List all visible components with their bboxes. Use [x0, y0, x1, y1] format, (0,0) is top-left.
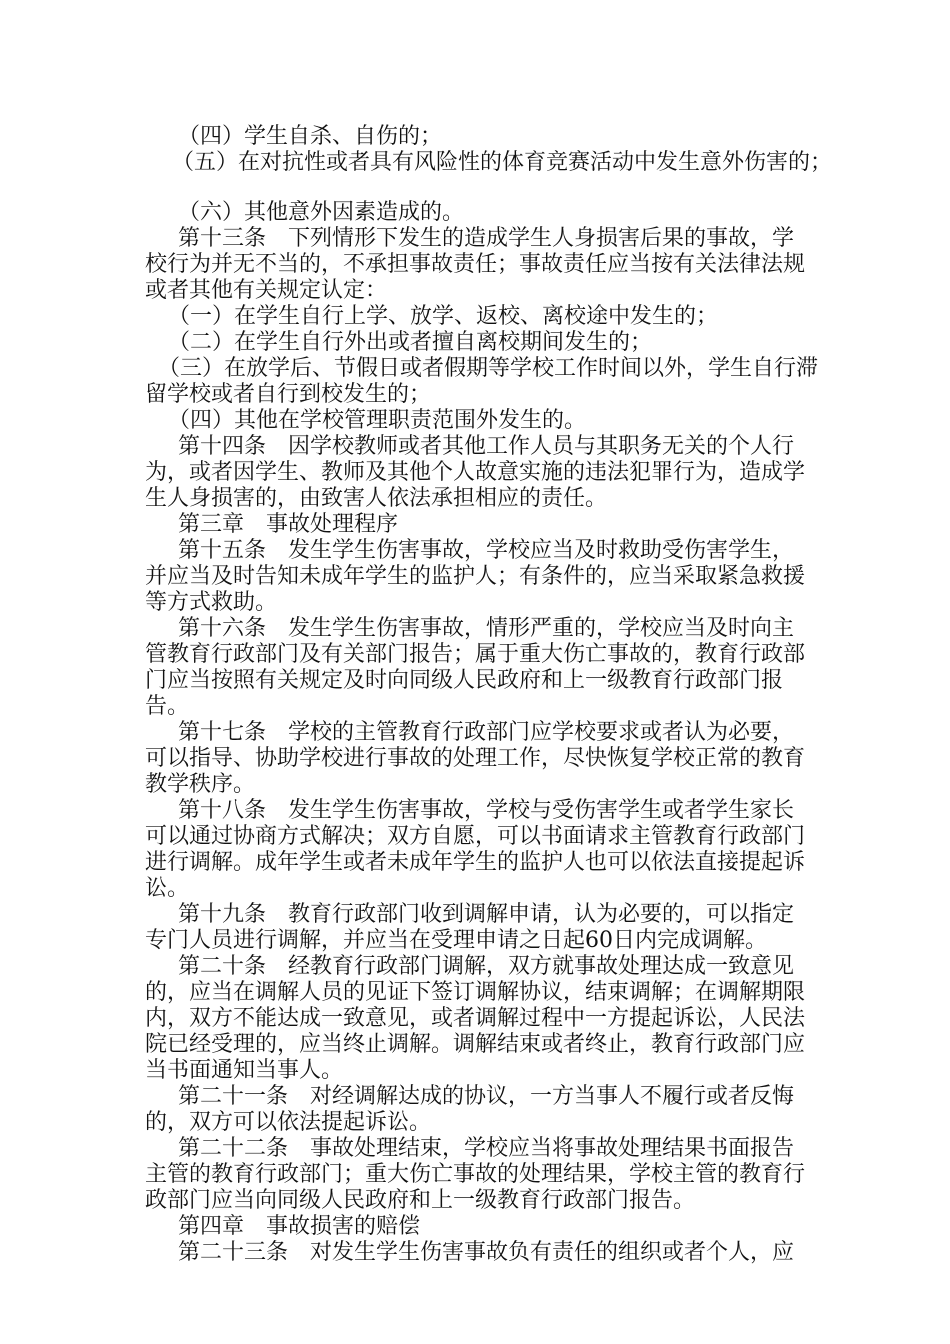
text-line: 专门人员进行调解，并应当在受理申请之日起60日内完成调解。 — [145, 928, 767, 953]
article-14-heading: 第十四条 因学校教师或者其他工作人员与其职务无关的个人行 — [178, 434, 795, 459]
article-21-heading: 第二十一条 对经调解达成的协议，一方当事人不履行或者反悔 — [178, 1084, 795, 1109]
text-line: 门应当按照有关规定及时向同级人民政府和上一级教育行政部门报 — [145, 668, 784, 693]
text-line: （四）其他在学校管理职责范围外发生的。 — [168, 408, 587, 433]
text-line: （二）在学生自行外出或者擅自离校期间发生的； — [168, 330, 653, 355]
text-line: 进行调解。成年学生或者未成年学生的监护人也可以依法直接提起诉 — [145, 850, 806, 875]
text-line: 管教育行政部门及有关部门报告；属于重大伤亡事故的，教育行政部 — [145, 642, 806, 667]
text-line: 的，双方可以依法提起诉讼。 — [145, 1110, 432, 1135]
text-line: 可以指导、协助学校进行事故的处理工作，尽快恢复学校正常的教育 — [145, 746, 806, 771]
chapter-4-title: 第四章 事故损害的赔偿 — [178, 1214, 421, 1239]
text-line: 或者其他有关规定认定： — [145, 278, 388, 303]
chapter-3-title: 第三章 事故处理程序 — [178, 512, 399, 537]
text-line: 告。 — [145, 694, 190, 719]
article-18-heading: 第十八条 发生学生伤害事故，学校与受伤害学生或者学生家长 — [178, 798, 795, 823]
article-20-heading: 第二十条 经教育行政部门调解，双方就事故处理达成一致意见 — [178, 954, 795, 979]
text-line: 政部门应当向同级人民政府和上一级教育行政部门报告。 — [145, 1188, 696, 1213]
text-line: 讼。 — [145, 876, 190, 901]
text-line: 留学校或者自行到校发生的； — [145, 382, 432, 407]
article-16-heading: 第十六条 发生学生伤害事故，情形严重的，学校应当及时向主 — [178, 616, 795, 641]
text-line: 主管的教育行政部门；重大伤亡事故的处理结果，学校主管的教育行 — [145, 1162, 806, 1187]
text-line: 为，或者因学生、教师及其他个人故意实施的违法犯罪行为，造成学 — [145, 460, 806, 485]
text-line: 生人身损害的，由致害人依法承担相应的责任。 — [145, 486, 608, 511]
text-line: 的，应当在调解人员的见证下签订调解协议，结束调解；在调解期限 — [145, 980, 806, 1005]
text-line: （四）学生自杀、自伤的； — [178, 124, 443, 149]
article-23-heading: 第二十三条 对发生学生伤害事故负有责任的组织或者个人，应 — [178, 1240, 795, 1265]
text-line: 可以通过协商方式解决；双方自愿，可以书面请求主管教育行政部门 — [145, 824, 806, 849]
text-line: （三）在放学后、节假日或者假期等学校工作时间以外，学生自行滞 — [158, 356, 819, 381]
article-17-heading: 第十七条 学校的主管教育行政部门应学校要求或者认为必要， — [178, 720, 795, 745]
text-line: 内，双方不能达成一致意见，或者调解过程中一方提起诉讼，人民法 — [145, 1006, 806, 1031]
text-line: 等方式救助。 — [145, 590, 278, 615]
text-line: 当书面通知当事人。 — [145, 1058, 344, 1083]
text-line: 校行为并无不当的，不承担事故责任；事故责任应当按有关法律法规 — [145, 252, 806, 277]
article-13-heading: 第十三条 下列情形下发生的造成学生人身损害后果的事故，学 — [178, 226, 795, 251]
text-line: （一）在学生自行上学、放学、返校、离校途中发生的； — [168, 304, 719, 329]
text-line: 院已经受理的，应当终止调解。调解结束或者终止，教育行政部门应 — [145, 1032, 806, 1057]
text-line: （五）在对抗性或者具有风险性的体育竞赛活动中发生意外伤害的； — [172, 150, 833, 175]
text-line: 教学秩序。 — [145, 772, 256, 797]
article-22-heading: 第二十二条 事故处理结束，学校应当将事故处理结果书面报告 — [178, 1136, 795, 1161]
article-19-heading: 第十九条 教育行政部门收到调解申请，认为必要的，可以指定 — [178, 902, 795, 927]
text-line: （六）其他意外因素造成的。 — [178, 200, 465, 225]
text-line: 并应当及时告知未成年学生的监护人；有条件的，应当采取紧急救援 — [145, 564, 806, 589]
article-15-heading: 第十五条 发生学生伤害事故，学校应当及时救助受伤害学生， — [178, 538, 795, 563]
